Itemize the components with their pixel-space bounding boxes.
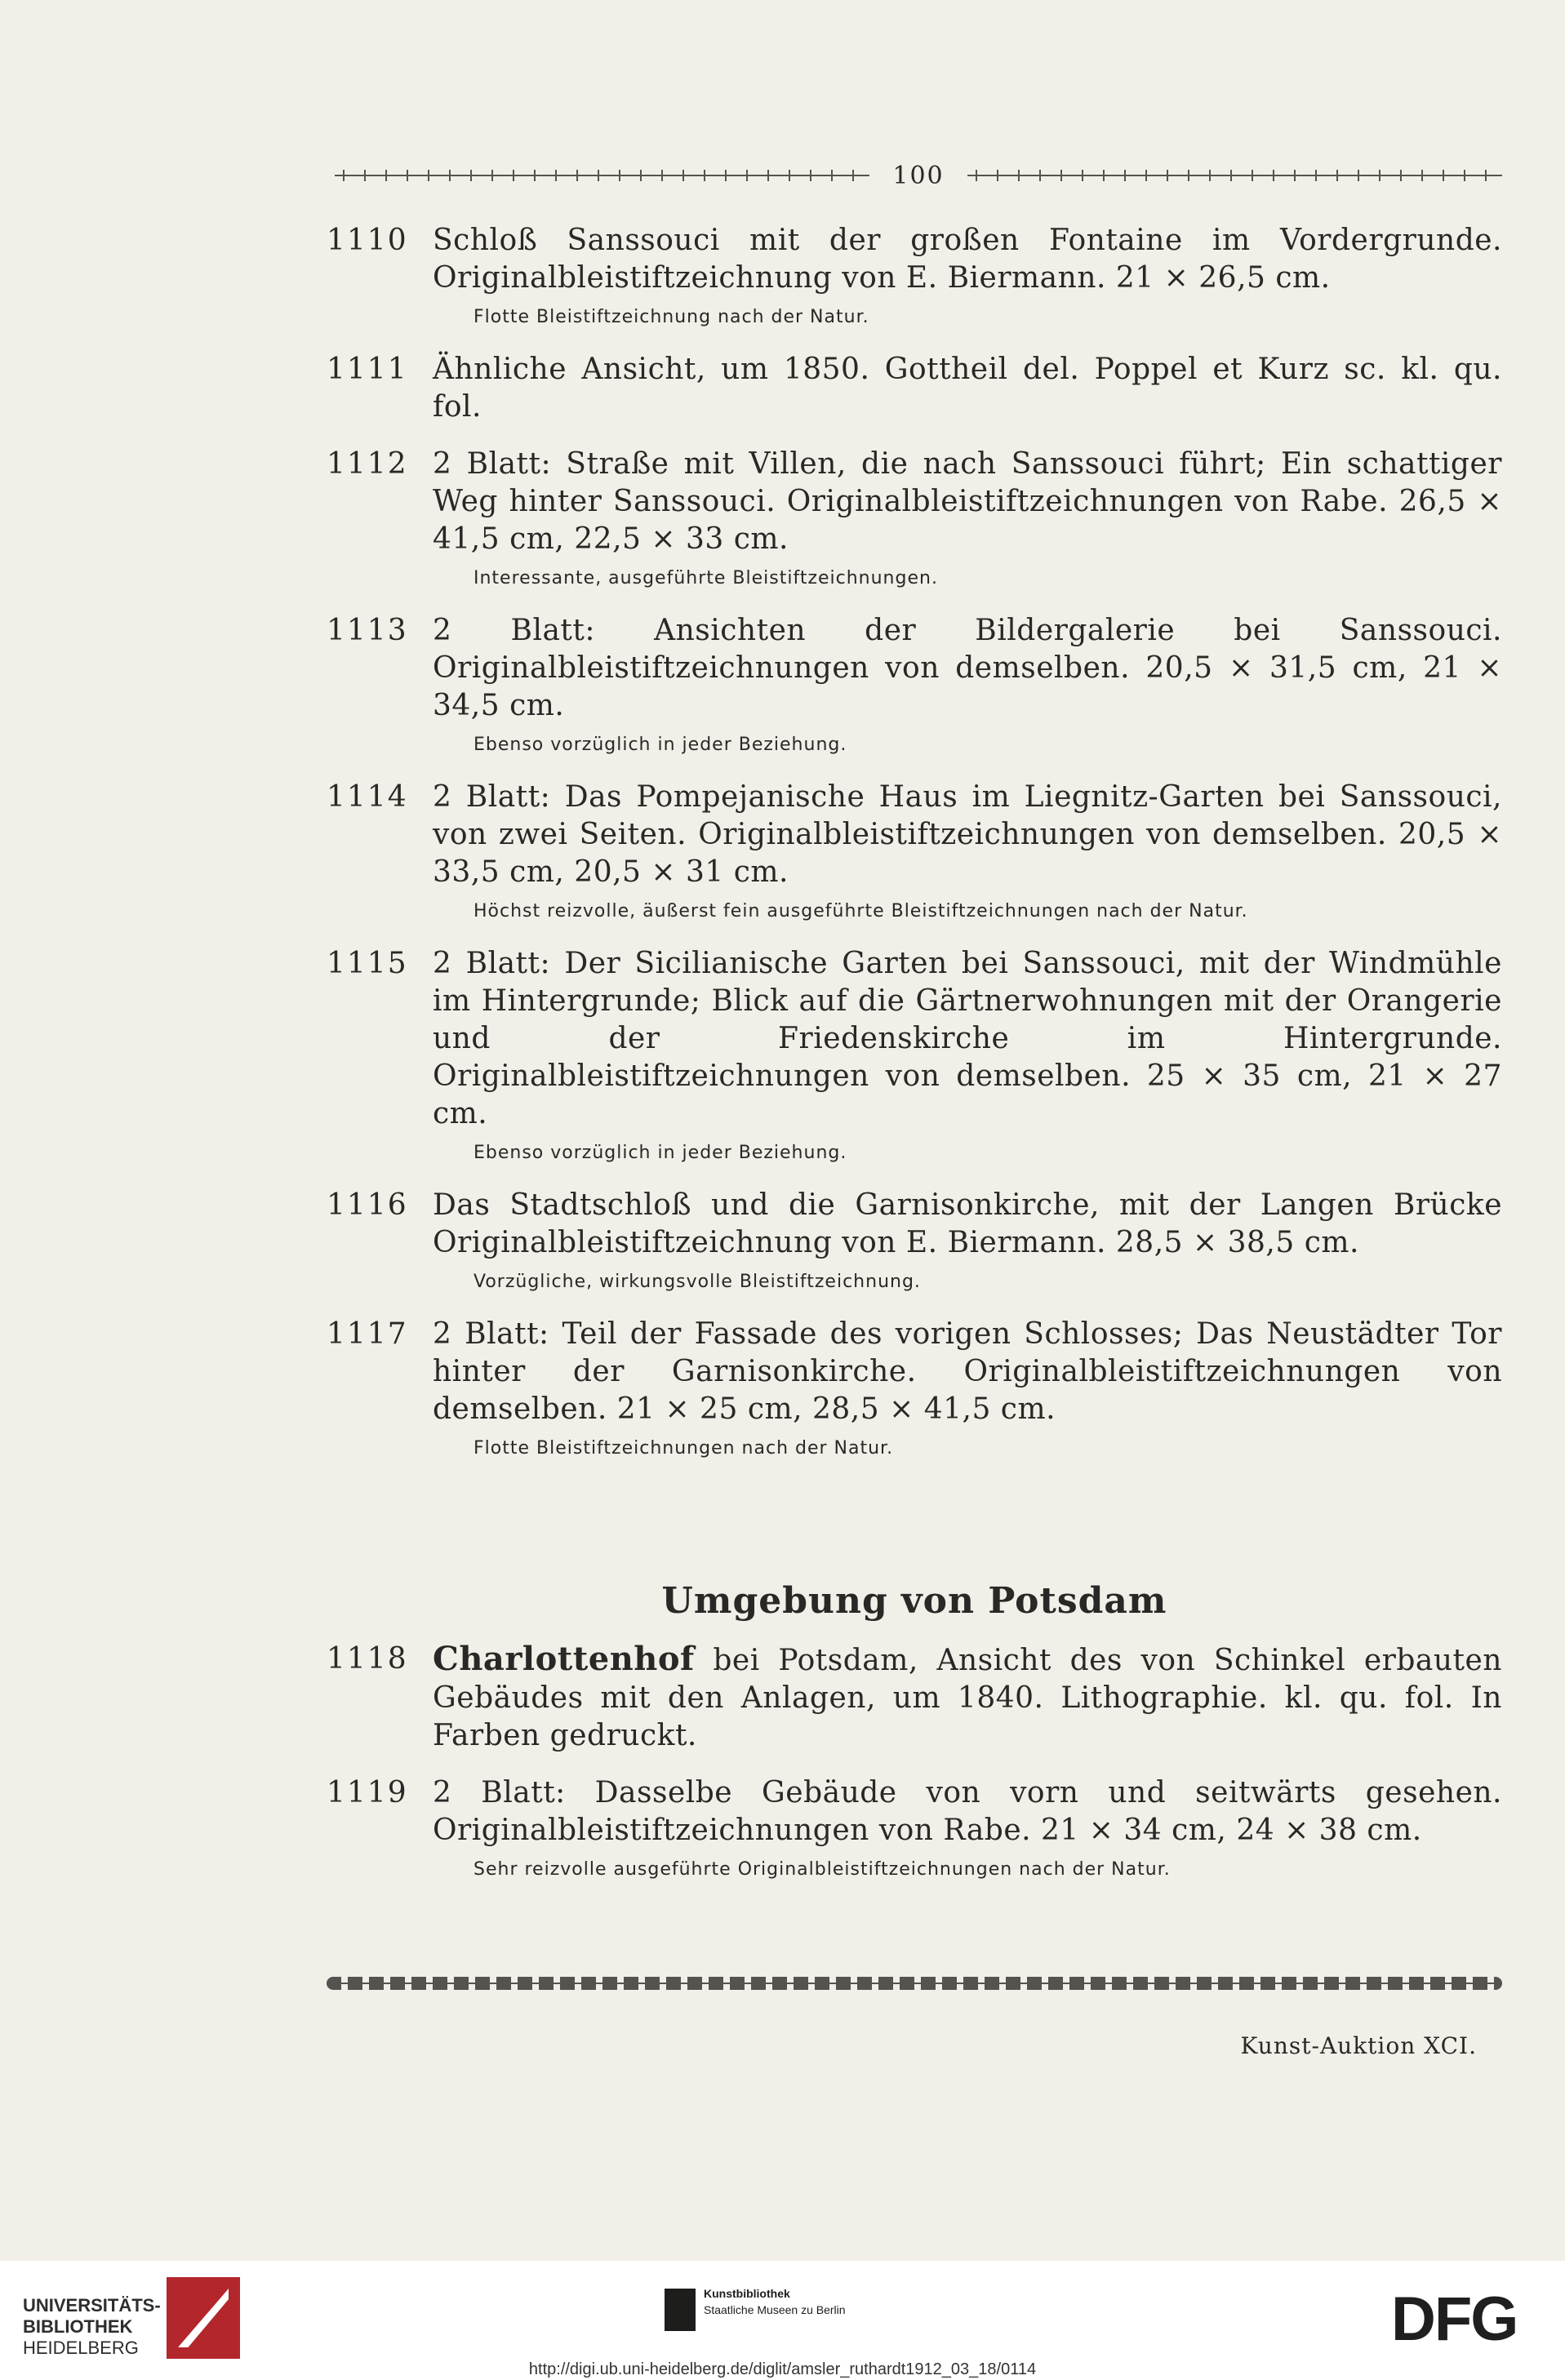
dfg-logo[interactable]: DFG: [1391, 2285, 1518, 2354]
catalog-entry: [327, 351, 1502, 426]
section-title: Umgebung von Potsdam: [661, 1580, 1167, 1622]
entry-body: bei Potsdam, Ansicht des von Schinkel erbauten Gebäudes mit den Anlagen, um 1840. Lithographie. kl. qu. fol. In Farben gedruckt.: [433, 1644, 1502, 1752]
catalog-entry: [327, 612, 1502, 759]
entry-text: Schloß Sanssouci mit der großen Fontaine im Vordergrunde. Originalbleistiftzeichnung von E. Biermann. 21 × 26,5 cm.: [433, 224, 1502, 295]
entry-text: 2 Blatt: Der Sicilianische Garten bei Sanssouci, mit der Windmühle im Hintergrunde; Blick auf die Gärtnerwohnungen mit der Orangerie und der Friedenskirche im Hintergrunde. Originalbleistiftzeichnungen von demselben. 25 × 35 cm, 21 × 27 cm.: [433, 947, 1502, 1130]
entry-note: Flotte Bleistiftzeichnung nach der Natur.: [474, 307, 869, 327]
ornament-left: [335, 170, 869, 181]
digitization-bar: [0, 2261, 1565, 2380]
kb-name: Kunstbibliothek: [704, 2287, 790, 2300]
entry-text: [433, 1641, 1502, 1755]
entry-number: 1117: [327, 1317, 408, 1351]
entry-text: Das Stadtschloß und die Garnisonkirche, mit der Langen Brücke Originalbleistiftzeichnung von E. Biermann. 28,5 × 38,5 cm.: [433, 1188, 1502, 1259]
entry-note: Höchst reizvolle, äußerst fein ausgeführte Bleistiftzeichnungen nach der Natur.: [474, 901, 1248, 921]
catalog-entry: [327, 1641, 1502, 1755]
entry-note: Flotte Bleistiftzeichnungen nach der Natur.: [474, 1438, 894, 1459]
entry-number: 1118: [327, 1642, 408, 1676]
entry-number: 1114: [327, 780, 408, 814]
entry-number: 1111: [327, 353, 408, 386]
uni-name-line3: HEIDELBERG: [23, 2338, 139, 2358]
footer-note: Kunst-Auktion XCI.: [1240, 2032, 1477, 2059]
kunstbibliothek-logo[interactable]: [704, 2285, 846, 2318]
entry-text: Ähnliche Ansicht, um 1850. Gottheil del. Poppel et Kurz sc. kl. qu. fol.: [433, 353, 1502, 424]
uni-name-line2: BIBLIOTHEK: [23, 2316, 133, 2337]
uni-name-line1: UNIVERSITÄTS-: [23, 2295, 161, 2316]
footer-ornament: [327, 1977, 1502, 1990]
entry-number: 1115: [327, 947, 408, 980]
entry-number: 1112: [327, 447, 408, 481]
university-library-logo[interactable]: [23, 2295, 161, 2359]
entry-list: [327, 222, 1502, 1482]
page-number: 100: [892, 161, 945, 190]
entry-number: 1119: [327, 1776, 408, 1809]
entry-text: 2 Blatt: Teil der Fassade des vorigen Schlosses; Das Neustädter Tor hinter der Garnisonkirche. Originalbleistiftzeichnungen von demselben. 21 × 25 cm, 28,5 × 41,5 cm.: [433, 1317, 1502, 1426]
catalog-entry: [327, 1774, 1502, 1884]
kunstbibliothek-mark-icon: [665, 2289, 696, 2331]
entry-text: 2 Blatt: Straße mit Villen, die nach Sanssouci führt; Ein schattiger Weg hinter Sanssouci. Originalbleistiftzeichnungen von Rabe. 26,5 × 41,5 cm, 22,5 × 33 cm.: [433, 447, 1502, 556]
section-entry-list: [327, 1641, 1502, 1903]
entry-text: 2 Blatt: Ansichten der Bildergalerie bei Sanssouci. Originalbleistiftzeichnungen von demselben. 20,5 × 31,5 cm, 21 × 34,5 cm.: [433, 614, 1502, 722]
page-header: [335, 159, 1502, 192]
ornament-right: [967, 170, 1502, 181]
entry-number: 1110: [327, 224, 408, 257]
entry-note: Vorzügliche, wirkungsvolle Bleistiftzeichnung.: [474, 1272, 921, 1292]
entry-lead: Charlottenhof: [433, 1640, 695, 1678]
entry-note: Interessante, ausgeführte Bleistiftzeichnungen.: [474, 568, 938, 588]
entry-text: 2 Blatt: Das Pompejanische Haus im Liegnitz-Garten bei Sanssouci, von zwei Seiten. Originalbleistiftzeichnungen von demselben. 20,5 × 33,5 cm, 20,5 × 31 cm.: [433, 780, 1502, 889]
catalog-entry: [327, 1316, 1502, 1463]
catalog-entry: [327, 1187, 1502, 1296]
catalog-entry: [327, 945, 1502, 1167]
catalog-entry: [327, 446, 1502, 593]
catalog-entry: [327, 779, 1502, 926]
catalog-entry: [327, 222, 1502, 331]
university-mark-icon: [167, 2277, 240, 2359]
entry-text: 2 Blatt: Dasselbe Gebäude von vorn und seitwärts gesehen. Originalbleistiftzeichnungen von Rabe. 21 × 34 cm, 24 × 38 cm.: [433, 1776, 1502, 1847]
kb-subtitle: Staatliche Museen zu Berlin: [704, 2303, 846, 2316]
permalink-url[interactable]: http://digi.ub.uni-heidelberg.de/diglit/amsler_ruthardt1912_03_18/0114: [528, 2360, 1037, 2378]
entry-number: 1116: [327, 1188, 408, 1222]
entry-note: Sehr reizvolle ausgeführte Originalbleistiftzeichnungen nach der Natur.: [474, 1859, 1171, 1880]
entry-note: Ebenso vorzüglich in jeder Beziehung.: [474, 1143, 847, 1163]
entry-number: 1113: [327, 614, 408, 647]
entry-note: Ebenso vorzüglich in jeder Beziehung.: [474, 735, 847, 755]
